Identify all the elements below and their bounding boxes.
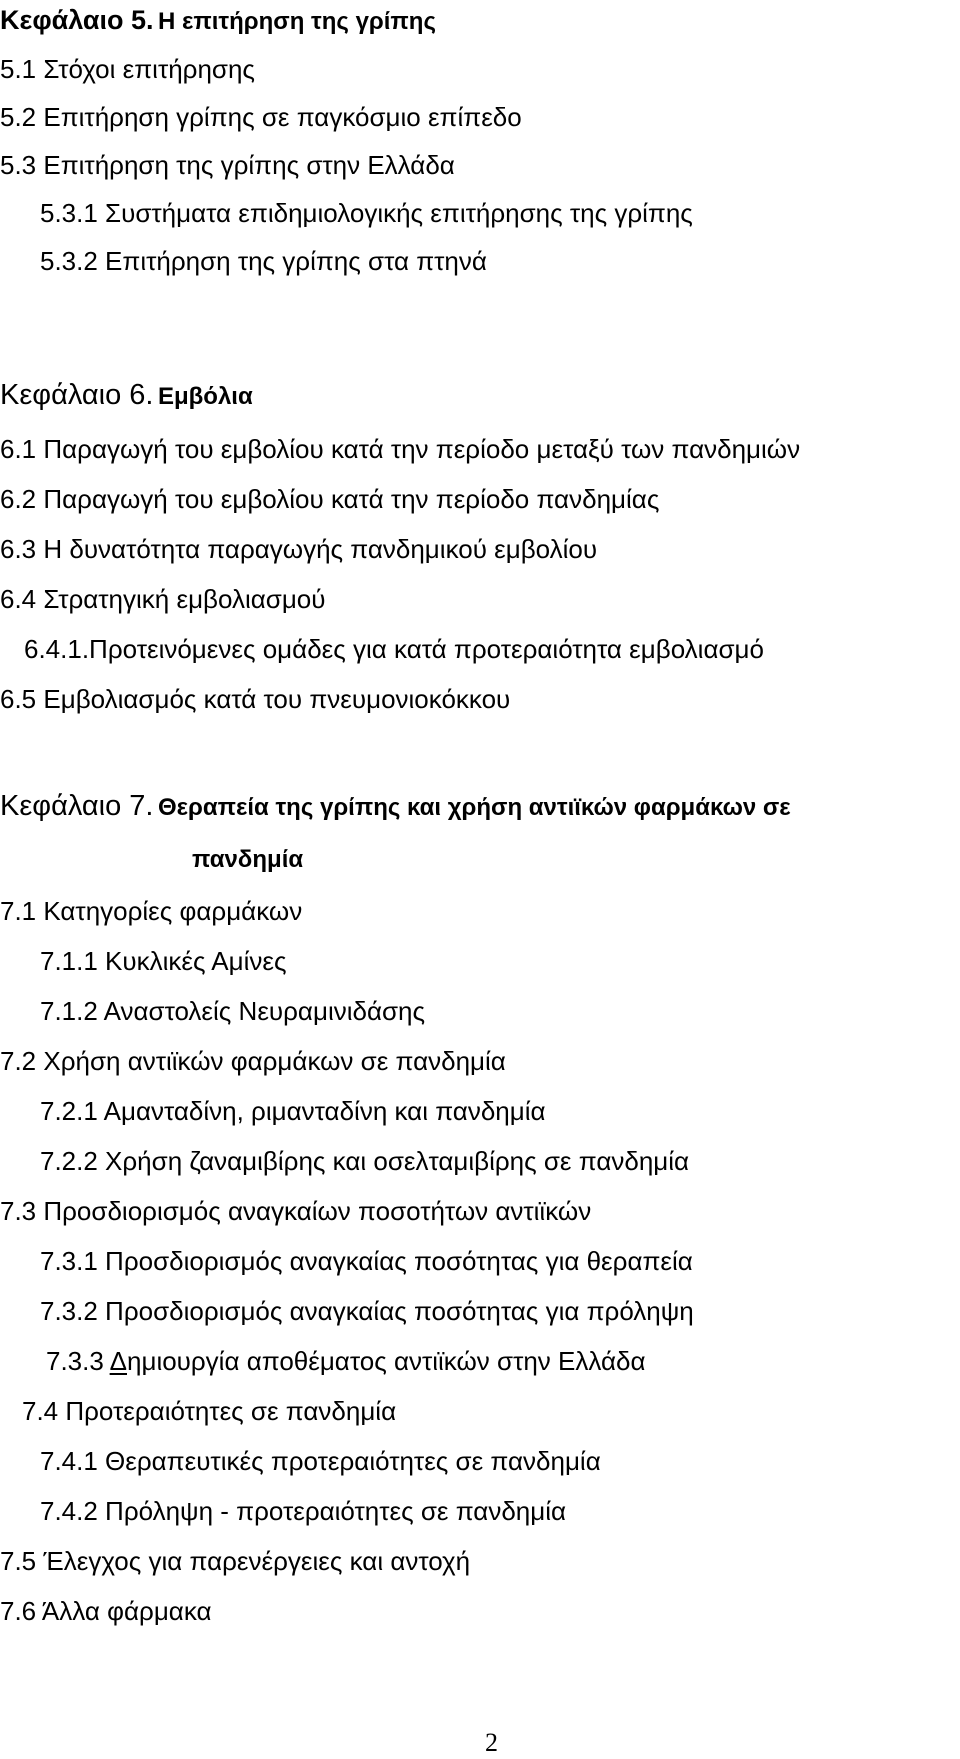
toc-item-5-3-2: 5.3.2 Επιτήρηση της γρίπης στα πτηνά [40, 246, 487, 276]
chapter-7-label: Κεφάλαιο 7. [0, 790, 154, 822]
chapter-5-title: Η επιτήρηση της γρίπης [157, 8, 436, 35]
chapter-6-heading [0, 378, 253, 417]
chapter-7-heading [0, 789, 791, 828]
toc-item-7-2-2: 7.2.2 Χρήση ζαναμιβίρης και οσελταμιβίρης σε πανδημία [40, 1146, 690, 1176]
toc-item-7-3-2: 7.3.2 Προσδιορισμός αναγκαίας ποσότητας για πρόληψη [40, 1296, 694, 1326]
chapter-5-label: Κεφάλαιο 5. [0, 5, 154, 35]
toc-item-7-2-1: 7.2.1 Αμανταδίνη, ριμανταδίνη και πανδημία [40, 1096, 546, 1126]
toc-item-6-3: 6.3 Η δυνατότητα παραγωγής πανδημικού εμβολίου [0, 534, 598, 564]
chapter-7-title-line2: πανδημία [192, 846, 304, 873]
toc-item-7-5: 7.5 Έλεγχος για παρενέργειες και αντοχή [0, 1546, 471, 1576]
toc-item-6-4: 6.4 Στρατηγική εμβολιασμού [0, 584, 326, 614]
toc-item-6-4-1: 6.4.1.Προτεινόμενες ομάδες για κατά προτεραιότητα εμβολιασμό [24, 634, 764, 664]
toc-item-6-1: 6.1 Παραγωγή του εμβολίου κατά την περίοδο μεταξύ των πανδημιών [0, 434, 801, 464]
toc-item-7-3-3-text: ημιουργία αποθέματος αντιϊκών στην Ελλάδα [127, 1346, 646, 1376]
toc-item-7-1-1: 7.1.1 Κυκλικές Αμίνες [40, 946, 287, 976]
toc-item-6-5: 6.5 Εμβολιασμός κατά του πνευμονιοκόκκου [0, 684, 511, 714]
toc-item-7-6: 7.6 Άλλα φάρμακα [0, 1596, 212, 1626]
toc-item-7-3: 7.3 Προσδιορισμός αναγκαίων ποσοτήτων αντιϊκών [0, 1196, 592, 1226]
chapter-6-label: Κεφάλαιο 6. [0, 379, 154, 411]
toc-item-7-1: 7.1 Κατηγορίες φαρμάκων [0, 896, 303, 926]
toc-item-5-3: 5.3 Επιτήρηση της γρίπης στην Ελλάδα [0, 150, 455, 180]
toc-item-5-1: 5.1 Στόχοι επιτήρησης [0, 54, 255, 84]
toc-item-7-4-1: 7.4.1 Θεραπευτικές προτεραιότητες σε πανδημία [40, 1446, 601, 1476]
page-number: 2 [485, 1728, 498, 1757]
toc-item-5-2: 5.2 Επιτήρηση γρίπης σε παγκόσμιο επίπεδο [0, 102, 522, 132]
toc-item-7-3-3-number: 7.3.3 [46, 1346, 110, 1376]
toc-item-7-4-2: 7.4.2 Πρόληψη - προτεραιότητες σε πανδημία [40, 1496, 567, 1526]
chapter-5-heading [0, 3, 436, 42]
chapter-6-title: Εμβόλια [157, 383, 253, 410]
toc-item-7-3-3 [46, 1346, 646, 1376]
toc-item-7-4: 7.4 Προτεραιότητες σε πανδημία [22, 1396, 397, 1426]
toc-item-7-2: 7.2 Χρήση αντιϊκών φαρμάκων σε πανδημία [0, 1046, 506, 1076]
chapter-7-title-line1: Θεραπεία της γρίπης και χρήση αντιϊκών φαρμάκων σε [157, 794, 791, 821]
toc-item-7-3-3-initial: Δ [109, 1346, 127, 1376]
toc-item-5-3-1: 5.3.1 Συστήματα επιδημιολογικής επιτήρησης της γρίπης [40, 198, 693, 228]
toc-item-7-3-1: 7.3.1 Προσδιορισμός αναγκαίας ποσότητας για θεραπεία [40, 1246, 693, 1276]
toc-item-6-2: 6.2 Παραγωγή του εμβολίου κατά την περίοδο πανδημίας [0, 484, 660, 514]
toc-item-7-1-2: 7.1.2 Αναστολείς Νευραμινιδάσης [40, 996, 426, 1026]
